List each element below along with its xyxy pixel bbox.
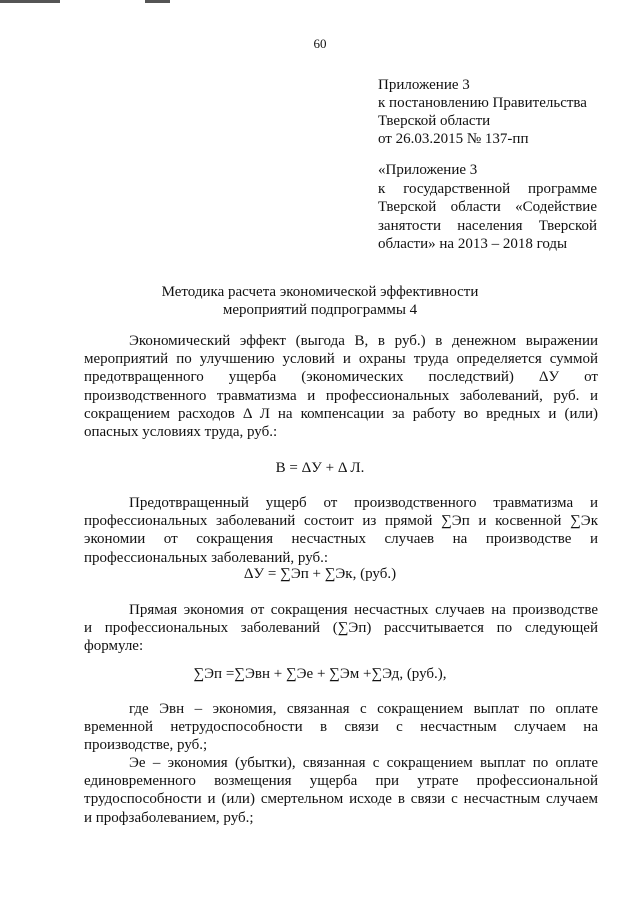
- scan-artifact: [145, 0, 170, 3]
- paragraph-evn-definition: [84, 700, 598, 755]
- appendix-line: от 26.03.2015 № 137-пп: [378, 131, 529, 147]
- scan-artifact: [0, 0, 60, 3]
- appendix-line: Тверской области: [378, 113, 491, 129]
- appendix-line: к постановлению Правительства: [378, 95, 587, 111]
- title-line: Методика расчета экономической эффективности: [161, 284, 479, 300]
- program-line: Тверской области «Содействие: [378, 199, 597, 215]
- text-line: опасных условиях труда, руб.:: [84, 424, 278, 441]
- paragraph-prevented-damage: [84, 494, 598, 567]
- text-line: Эе – экономия (убытки), связанная с сокращением выплат по оплате: [129, 755, 598, 771]
- text-line: профессиональных заболеваний состоит из прямой ∑Эп и косвенной ∑Эк: [84, 513, 598, 530]
- text-line: трудоспособности и (или) смертельном исходе в связи с несчастным случаем: [84, 791, 598, 808]
- document-title: [0, 283, 640, 319]
- paragraph-direct-savings: [84, 601, 598, 656]
- text-line: Предотвращенный ущерб от производственного травматизма и: [129, 495, 598, 511]
- text-line: Экономический эффект (выгода В, в руб.) в денежном выражении: [129, 333, 598, 349]
- text-line: Прямая экономия от сокращения несчастных случаев на производстве: [129, 602, 598, 618]
- formula-damage: ΔУ = ∑Эп + ∑Эк, (руб.): [243, 566, 397, 582]
- appendix-line: Приложение 3: [378, 77, 470, 93]
- paragraph-ee-definition: [84, 754, 598, 827]
- appendix-header: [378, 76, 587, 148]
- formula-effect: В = ΔУ + Δ Л.: [275, 460, 365, 476]
- program-line: занятости населения Тверской: [378, 217, 597, 234]
- text-line: производственного травматизма и профессиональных заболеваний, руб. и: [84, 387, 598, 404]
- text-line: и профзаболеванием, руб.;: [84, 809, 254, 826]
- program-appendix-header: [378, 161, 597, 254]
- text-line: где Эвн – экономия, связанная с сокращением выплат по оплате: [129, 701, 598, 717]
- text-line: сокращением расходов Δ Л на компенсации за работу во вредных и (или): [84, 405, 598, 422]
- text-line: и профессиональных заболеваний (∑Эп) рассчитывается по следующей: [84, 620, 598, 637]
- text-line: временной нетрудоспособности в связи с несчастным случаем на: [84, 719, 598, 736]
- page-number: 60: [313, 36, 327, 51]
- text-line: единовременного возмещения ущерба при утрате профессиональной: [84, 773, 598, 790]
- program-line: области» на 2013 – 2018 годы: [378, 236, 568, 252]
- program-line: «Приложение 3: [378, 162, 478, 178]
- text-line: профессиональных заболеваний, руб.:: [84, 549, 329, 566]
- title-line: мероприятий подпрограммы 4: [222, 302, 418, 318]
- text-line: формуле:: [84, 638, 144, 655]
- program-line: к государственной программе: [378, 180, 597, 197]
- text-line: мероприятий по улучшению условий и охраны труда определяется суммой: [84, 351, 598, 368]
- text-line: производстве, руб.;: [84, 737, 208, 754]
- text-line: экономии от сокращения несчастных случаев на производстве и: [84, 531, 598, 548]
- formula-direct-savings: ∑Эп =∑Эвн + ∑Эе + ∑Эм +∑Эд, (руб.),: [193, 666, 447, 682]
- text-line: предотвращенного ущерба (экономических последствий) ΔУ от: [84, 369, 598, 386]
- paragraph-economic-effect: [84, 332, 598, 441]
